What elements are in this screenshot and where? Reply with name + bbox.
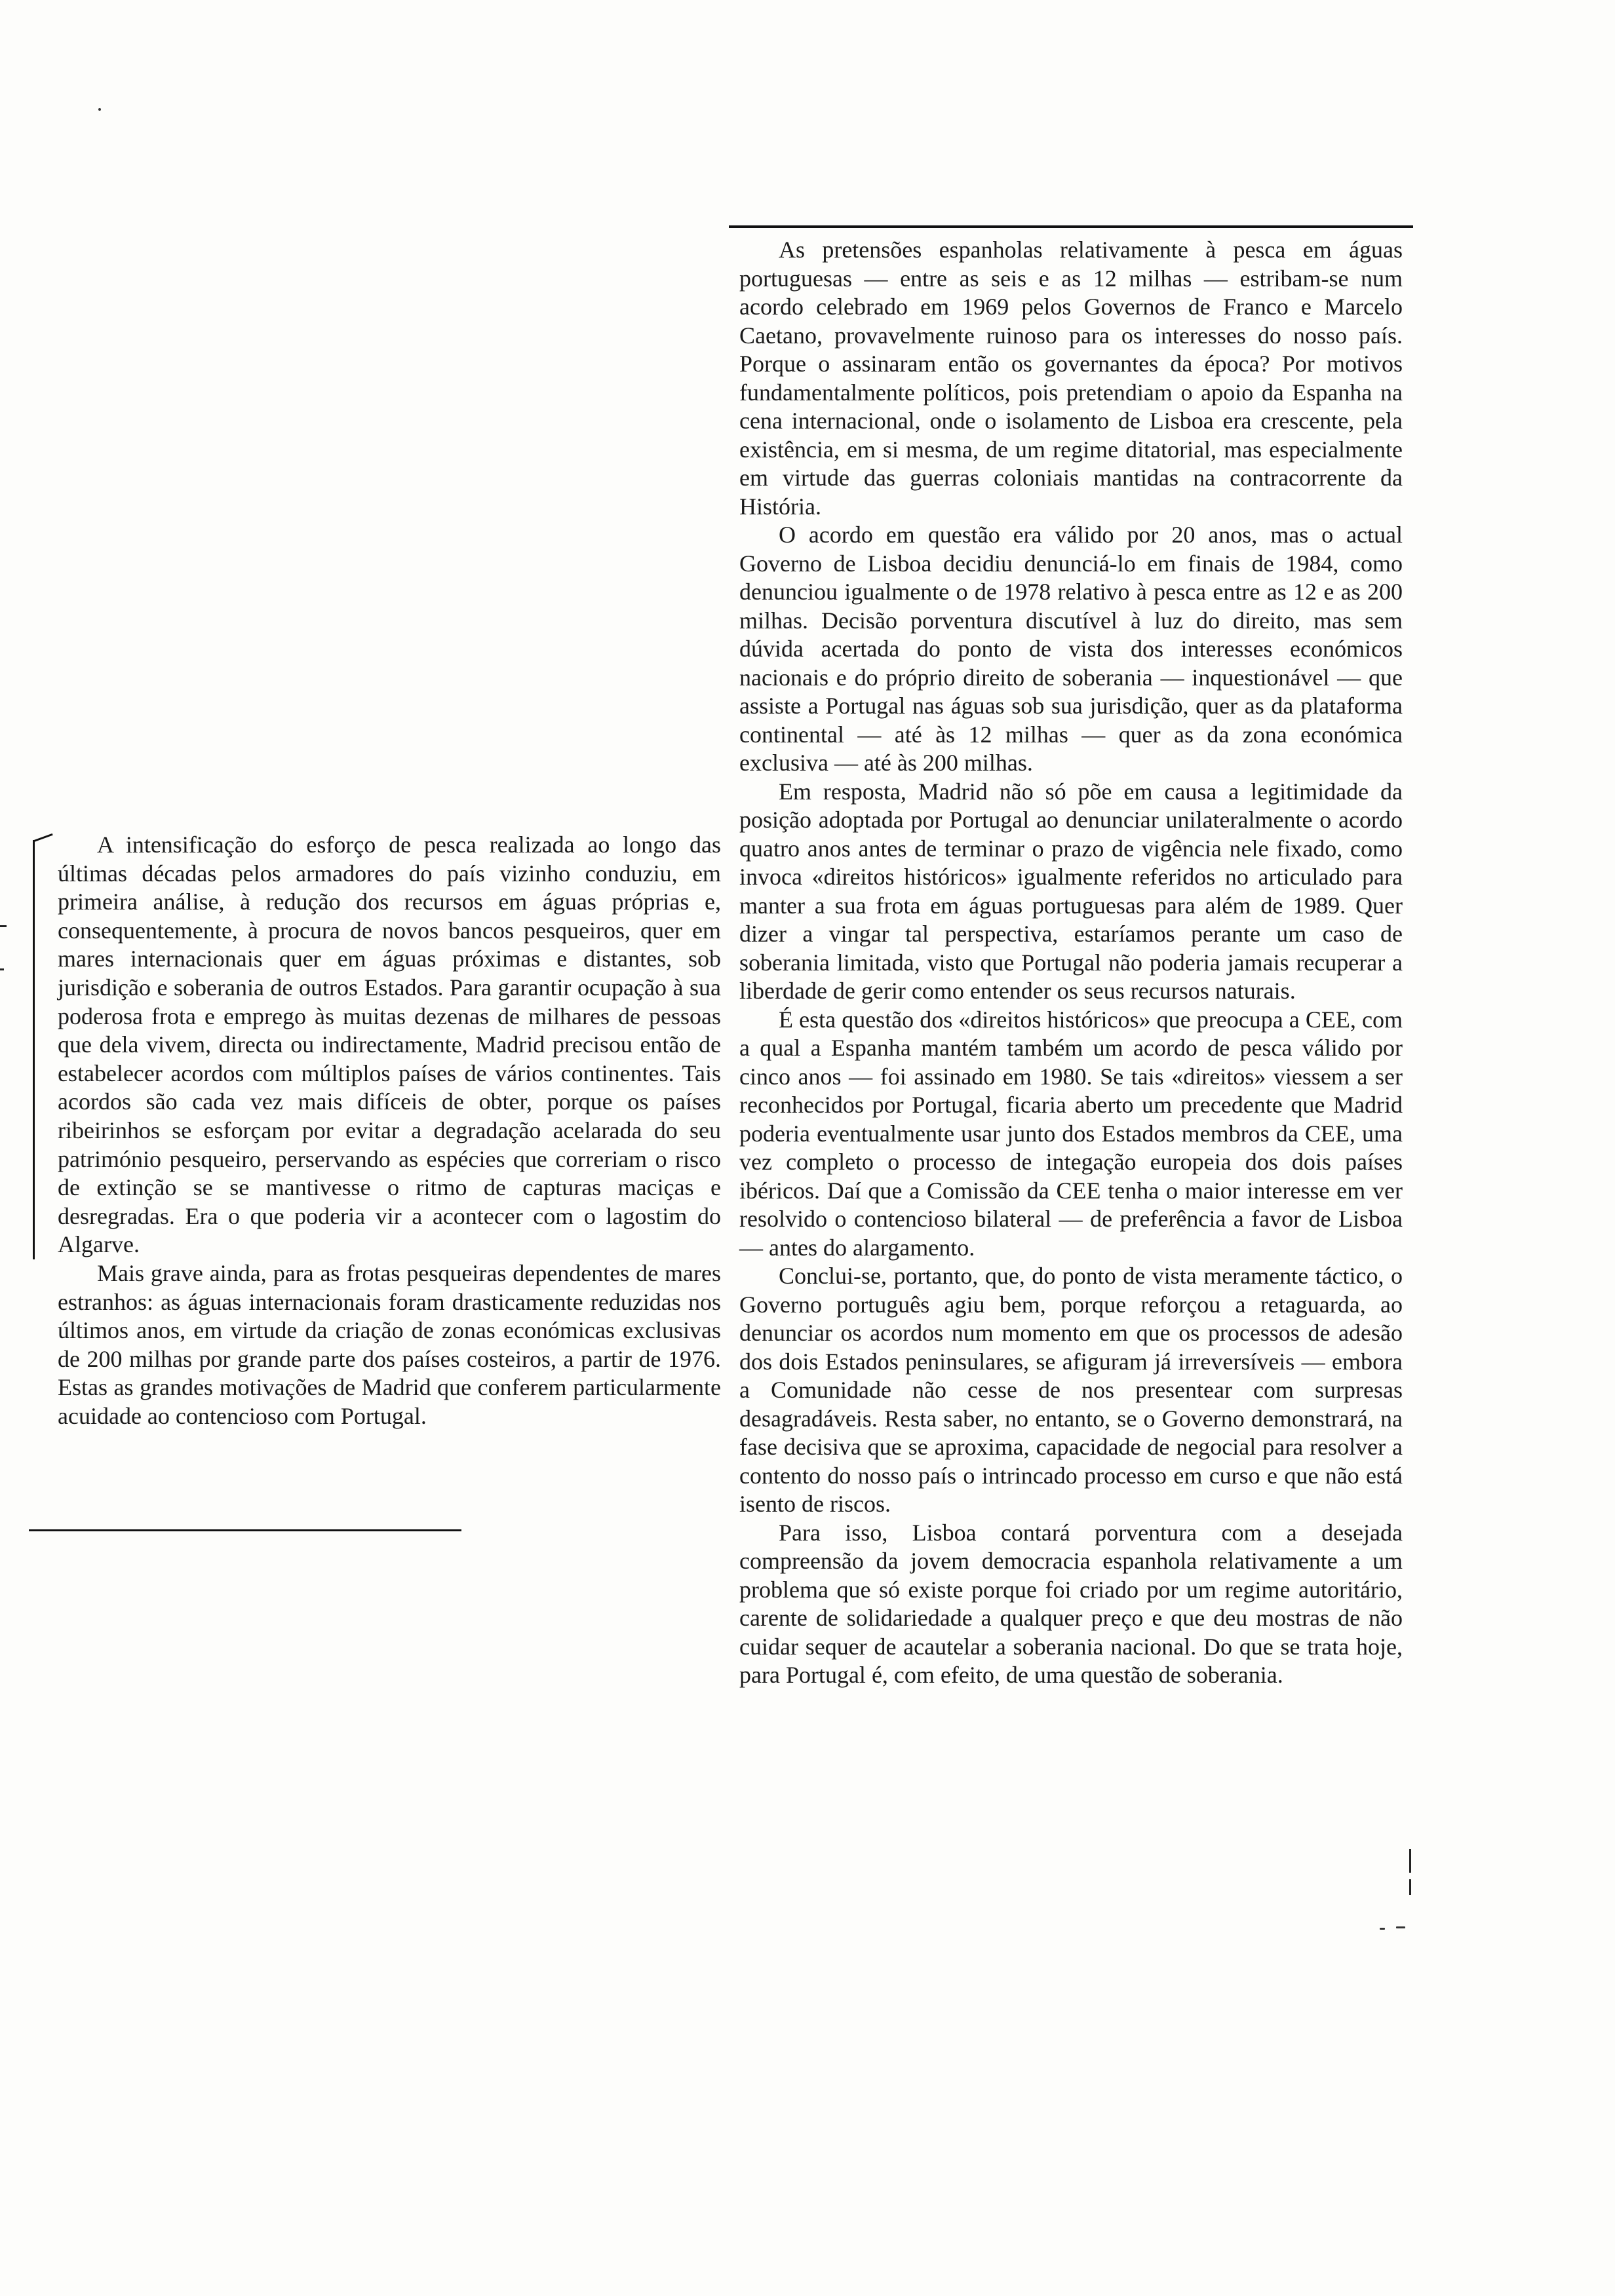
right-paragraph-3: Em resposta, Madrid não só põe em causa a legitimidade da posição adoptada por Portugal ao denunciar unilateralmente o acordo quatro anos antes de terminar o prazo de vigência nele fixado, como invoca «direitos históricos» igualmente referidos no articulado para manter a sua frota em águas portuguesas para além de 1989. Quer dizer a vingar tal perspectiva, estaríamos perante um caso de soberania limitada, visto que Portugal não poderia jamais recuperar a liberdade de gerir como entender os seus recursos naturais. <box>739 778 1403 1004</box>
right-paragraph-6: Para isso, Lisboa contará porventura com a desejada compreensão da jovem democracia espanhola relativamente a um problema que só existe porque foi criado por um regime autoritário, carente de solidariedade a qualquer preço e que deu mostras de não cuidar sequer de acautelar a soberania nacional. Do que se trata hoje, para Portugal é, com efeito, de uma questão de soberania. <box>739 1519 1403 1688</box>
left-column <box>58 831 721 1430</box>
margin-tick <box>0 968 4 970</box>
scan-speck <box>1396 1926 1405 1928</box>
right-paragraph-4: É esta questão dos «direitos históricos» que preocupa a CEE, com a qual a Espanha mantém também um acordo de pesca válido por cinco anos — foi assinado em 1980. Se tais «direitos» viessem a ser reconhecidos por Portugal, ficaria aberto um precedente que Madrid poderia eventualmente usar junto dos Estados membros da CEE, uma vez completo o processo de integação europeia dos dois países ibéricos. Daí que a Comissão da CEE tenha o maior interesse em ver resolvido o contencioso bilateral — de preferência a favor de Lisboa — antes do alargamento. <box>739 1006 1403 1261</box>
scan-speck <box>98 108 101 111</box>
left-bracket-line <box>33 840 35 1259</box>
left-paragraph-2: Mais grave ainda, para as frotas pesqueiras dependentes de mares estranhos: as águas internacionais foram drasticamente reduzidas nos últimos anos, em virtude da criação de zonas económicas exclusivas de 200 milhas por grande parte dos países costeiros, a partir de 1976. Estas as grandes motivações de Madrid que conferem particularmente acuidade ao contencioso com Portugal. <box>58 1259 721 1429</box>
right-paragraph-5: Conclui-se, portanto, que, do ponto de vista meramente táctico, o Governo português agiu bem, porque reforçou a retaguarda, ao denunciar os acordos num momento em que os processos de adesão dos dois Estados peninsulares, se afiguram já irreversíveis — embora a Comunidade não cesse de nos presentear com surpresas desagradáveis. Resta saber, no entanto, se o Governo demonstrará, na fase decisiva que se aproxima, capacidade de negocial para resolver a contento do nosso país o intrincado processo em curso e que não está isento de riscos. <box>739 1263 1403 1517</box>
top-rule <box>729 225 1413 228</box>
right-paragraph-2: O acordo em questão era válido por 20 anos, mas o actual Governo de Lisboa decidiu denunciá-lo em finais de 1984, como denunciou igualmente o de 1978 relativo à pesca entre as 12 e as 200 milhas. Decisão porventura discutível à luz do direito, mas sem dúvida acertada do ponto de vista dos interesses económicos nacionais e do próprio direito de soberania — inquestionável — que assiste a Portugal nas águas sob sua jurisdição, quer as da plataforma continental — até às 12 milhas — quer as da zona económica exclusiva — até às 200 milhas. <box>739 522 1403 776</box>
left-bracket-top <box>33 833 52 842</box>
margin-tick <box>1409 1849 1411 1873</box>
margin-tick <box>1409 1879 1411 1895</box>
right-paragraph-1: As pretensões espanholas relativamente à pesca em águas portuguesas — entre as seis e as 12 milhas — estribam-se num acordo celebrado em 1969 pelos Governos de Franco e Marcelo Caetano, provavelmente ruinoso para os interesses do nosso país. Porque o assinaram então os governantes da época? Por motivos fundamentalmente políticos, pois pretendiam o apoio da Espanha na cena internacional, onde o isolamento de Lisboa era crescente, pela existência, em si mesma, de um regime ditatorial, mas especialmente em virtude das guerras coloniais mantidas na contracorrente da História. <box>739 237 1403 520</box>
left-paragraph-1: A intensificação do esforço de pesca realizada ao longo das últimas décadas pelos armadores do país vizinho conduziu, em primeira análise, à redução dos recursos em águas próprias e, consequentemente, à procura de novos bancos pesqueiros, quer em mares internacionais quer em águas próximas e distantes, sob jurisdição e soberania de outros Estados. Para garantir ocupação à sua poderosa frota e emprego às muitas dezenas de milhares de pessoas que dela vivem, directa ou indirectamente, Madrid precisou então de estabelecer acordos com múltiplos países de vários continentes. Tais acordos são cada vez mais difíceis de obter, porque os países ribeirinhos se esforçam por evitar a degradação acelarada do seu património pesqueiro, perservando as espécies que correriam o risco de extinção se se mantivesse o ritmo de capturas maciças e desregradas. Era o que poderia vir a acontecer com o lagostim do Algarve. <box>58 832 721 1258</box>
right-column <box>739 236 1403 1690</box>
bottom-rule <box>29 1529 461 1531</box>
scan-speck <box>1380 1928 1385 1930</box>
margin-tick <box>0 925 7 927</box>
